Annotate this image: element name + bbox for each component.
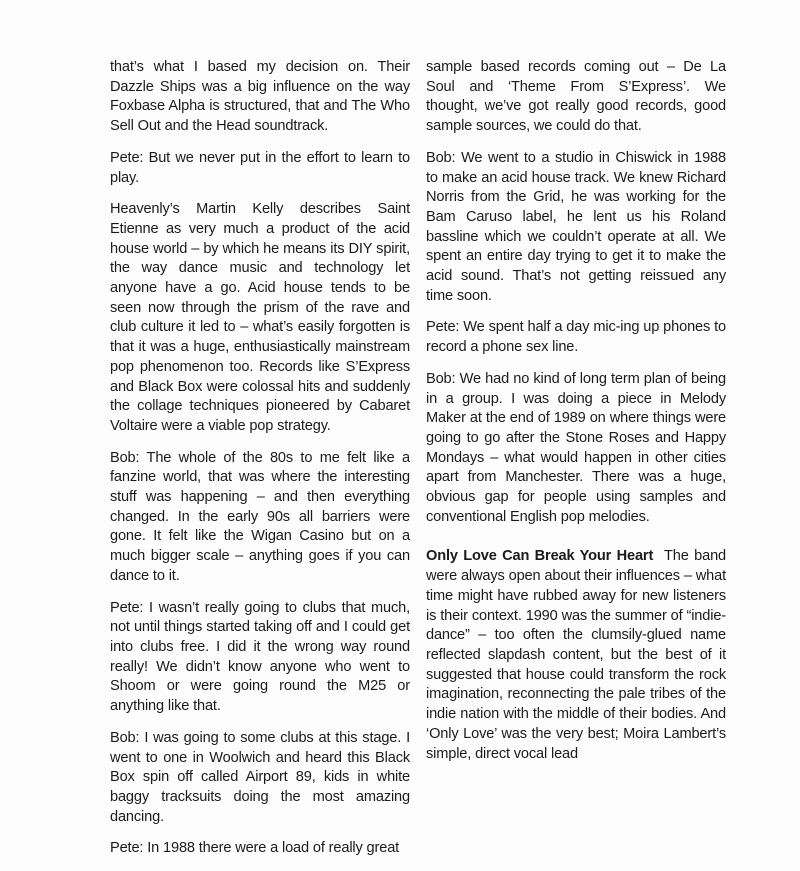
section-text: The band were always open about their influences – what time might have rubbed away for new listeners is their context. 1990 was the summer of “indie-dance” – too often the clumsily-glued name reflected slapdash content, but the best of it suggested that house could transform the rock imagination, reconnecting the pale tribes of the indie nation with the middle of their bodies. And ‘Only Love’ was the very best; Moira Lambert’s simple, direct vocal lead [426,548,727,762]
section-paragraph [426,547,726,764]
paragraph: Pete: In 1988 there were a load of really great [110,840,400,857]
paragraph: Pete: I wasn’t really going to clubs that much, not until things started taking off and I could get into clubs free. I did it the wrong way round really! We didn’t know anyone who went to Shoom or were going round the M25 or anything like that. [110,599,410,715]
paragraph: Heavenly’s Martin Kelly describes Saint Etienne as very much a product of the acid house world – by which he means its DIY spirit, the way dance music and technology let anyone have a go. Acid house tends to be seen now through the prism of the rave and club culture it led to – what’s easily forgotten is that it was a huge, enthusiastically mainstream pop phenomenon too. Records like S’Express and Black Box were colossal hits and suddenly the collage techniques pioneered by Cabaret Voltaire were a viable pop strategy. [110,201,410,434]
paragraph: Bob: We went to a studio in Chiswick in 1988 to make an acid house track. We knew Richard Norris from the Grid, he was working for the Bam Caruso label, he lent us his Roland bassline which we couldn’t operate at all. We spent an entire day trying to get it to make the acid sound. That’s not getting reissued any time soon. [426,149,726,304]
paragraph: Bob: The whole of the 80s to me felt like a fanzine world, that was where the interesting stuff was happening – and then everything changed. In the early 90s all barriers were gone. It felt like the Wigan Casino but on a much bigger scale – anything goes if you can dance to it. [110,449,410,584]
paragraph: Pete: We spent half a day mic-ing up phones to record a phone sex line. [426,319,726,356]
left-column [110,58,410,871]
paragraph: sample based records coming out – De La Soul and ‘Theme From S’Express’. We thought, we’ve got really good records, good sample sources, we could do that. [426,59,726,135]
paragraph: Bob: We had no kind of long term plan of being in a group. I was doing a piece in Melody Maker at the end of 1989 on where things were going to go after the Stone Roses and Happy Mondays – what would happen in other cities apart from Manchester. There was a huge, obvious gap for people using samples and conventional English pop melodies. [426,370,726,525]
section-heading: Only Love Can Break Your Heart [426,548,654,565]
paragraph: Pete: But we never put in the effort to learn to play. [110,149,410,186]
right-column [426,58,726,776]
paragraph: Bob: I was going to some clubs at this stage. I went to one in Woolwich and heard this Black Box spin off called Airport 89, kids in white baggy tracksuits doing the most amazing dancing. [110,729,410,825]
paragraph: that’s what I based my decision on. Their Dazzle Ships was a big influence on the way Foxbase Alpha is structured, that and The Who Sell Out and the Head soundtrack. [110,59,410,135]
